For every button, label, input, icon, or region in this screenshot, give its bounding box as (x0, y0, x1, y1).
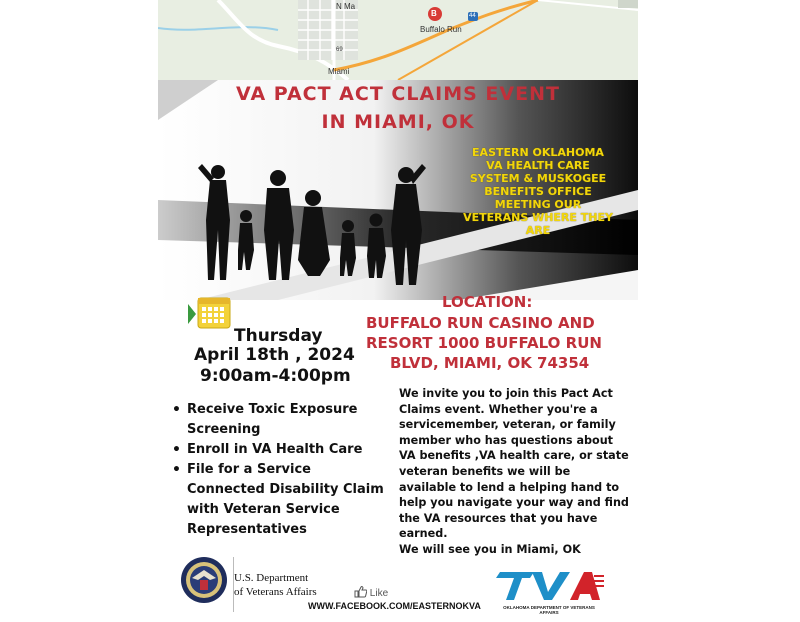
event-flyer (158, 0, 638, 622)
tagline-line: ARE (525, 224, 551, 237)
dept-line2: of Veterans Affairs (234, 586, 317, 598)
map-interstate-label: 44 (469, 13, 476, 19)
location-line2: RESORT 1000 BUFFALO RUN (366, 334, 602, 352)
invitation-text (399, 386, 631, 558)
event-date: April 18th , 2024 (194, 345, 355, 365)
tagline-line: VETERANS WHERE THEY (463, 211, 613, 224)
map-graphic (158, 0, 638, 80)
list-item: • Enroll in VA Health Care (170, 440, 390, 460)
odva-logo-icon (494, 566, 604, 604)
odva-caption: OKLAHOMA DEPARTMENT OF VETERANS AFFAIRS (503, 605, 595, 615)
calendar-icon (188, 296, 232, 332)
services-list (170, 400, 390, 540)
location-line1: BUFFALO RUN CASINO AND (366, 314, 595, 332)
thumbs-up-icon (354, 586, 367, 601)
map-pin-label: Buffalo Run (420, 25, 462, 34)
facebook-like[interactable] (354, 586, 388, 601)
map-highway-label: 69 (336, 47, 343, 53)
facebook-link[interactable]: WWW.FACEBOOK.COM/EASTERNOKVA (308, 601, 481, 611)
tagline-line: BENEFITS OFFICE (484, 185, 592, 198)
organizer-tagline (440, 146, 636, 237)
list-item: • Receive Toxic Exposure Screening (170, 400, 390, 440)
map-pin-letter: B (431, 9, 437, 18)
map-road-label: N Ma (336, 2, 356, 11)
event-time: 9:00am-4:00pm (200, 366, 351, 386)
location-line3: BLVD, MIAMI, OK 74354 (390, 354, 590, 372)
event-title-line1: VA PACT ACT CLAIMS EVENT (236, 83, 560, 105)
invitation-body: We invite you to join this Pact Act Claims event. Whether you're a servicemember, veteran, or family member who has questions about VA benefits ,VA health care, or state veteran benefits we will be available to lend a helping hand to help you navigate your way and find the VA resources that you have earned. (399, 387, 629, 541)
list-item: • File for a Service Connected Disability Claim with Veteran Service Representatives (170, 460, 390, 540)
like-label: Like (369, 588, 389, 599)
hero-banner (158, 80, 638, 300)
invitation-closing: We will see you in Miami, OK (399, 542, 581, 556)
dept-name (234, 571, 317, 599)
location-map[interactable] (158, 0, 638, 80)
va-seal-icon (180, 556, 228, 604)
event-day: Thursday (234, 326, 323, 346)
location-heading: LOCATION: (442, 293, 533, 311)
dept-line1: U.S. Department (234, 572, 309, 584)
tagline-line: MEETING OUR (494, 198, 582, 211)
tagline-line: EASTERN OKLAHOMA (472, 146, 604, 159)
event-title-line2: IN MIAMI, OK (321, 111, 475, 133)
tagline-line: SYSTEM & MUSKOGEE (469, 172, 607, 185)
tagline-line: VA HEALTH CARE (486, 159, 590, 172)
map-town-label: Miami (328, 67, 350, 76)
